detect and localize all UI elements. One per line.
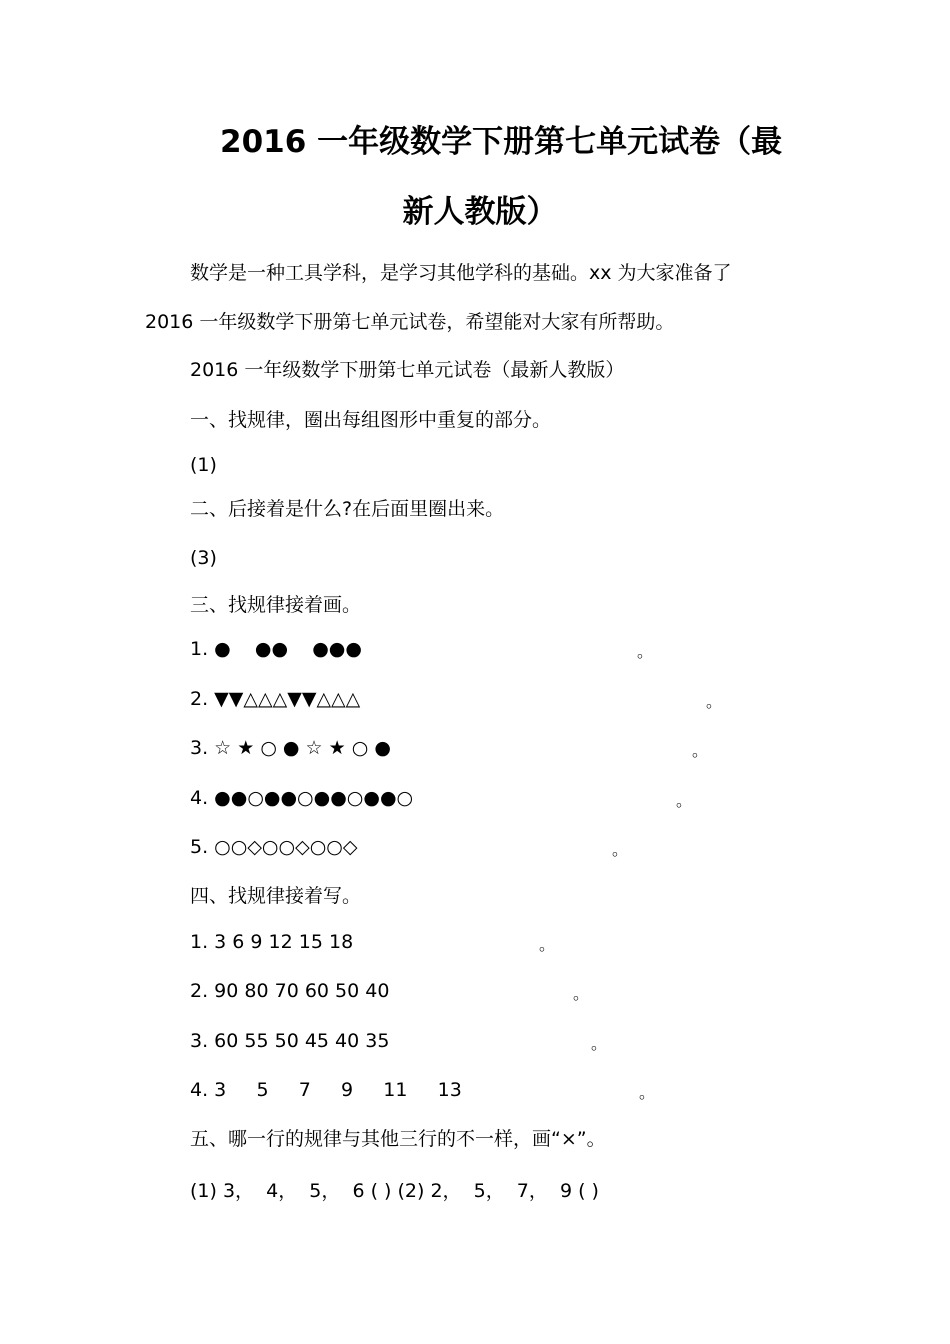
section-4-item-1-end: 。	[539, 935, 556, 954]
section-3-item-5-end: 。	[612, 840, 629, 859]
section-4-item-4-end: 。	[639, 1083, 656, 1102]
intro-paragraph-line-2: 2016 一年级数学下册第七单元试卷，希望能对大家有所帮助。	[145, 311, 675, 333]
section-4-item-3: 3. 60 55 50 45 40 35	[190, 1030, 390, 1052]
section-4-heading: 四、找规律接着写。	[190, 885, 362, 907]
document-title-line-2: 新人教版）	[402, 194, 558, 230]
section-3-item-3: 3. ☆ ★ ○ ● ☆ ★ ○ ●	[190, 737, 391, 759]
section-1-item: (1)	[190, 454, 217, 476]
section-4-item-2-end: 。	[573, 984, 590, 1003]
document-title-line-1: 2016 一年级数学下册第七单元试卷（最	[220, 124, 783, 160]
section-5-item: (1) 3， 4， 5， 6 ( ) (2) 2， 5， 7， 9 ( )	[190, 1180, 599, 1202]
section-4-item-3-end: 。	[591, 1034, 608, 1053]
section-3-item-2-end: 。	[706, 692, 723, 711]
section-3-item-4-end: 。	[676, 791, 693, 810]
section-3-item-1-end: 。	[637, 642, 654, 661]
section-3-item-4: 4. ●●○●●○●●○●●○	[190, 787, 414, 809]
section-4-item-2: 2. 90 80 70 60 50 40	[190, 980, 390, 1002]
section-3-item-5: 5. ○○◇○○◇○○◇	[190, 836, 358, 858]
section-3-item-1: 1. ● ●● ●●●	[190, 638, 362, 660]
section-4-item-4: 4. 3 5 7 9 11 13	[190, 1079, 462, 1101]
section-2-heading: 二、后接着是什么?在后面里圈出来。	[190, 498, 505, 520]
section-3-item-3-end: 。	[692, 741, 709, 760]
intro-paragraph-line-1: 数学是一种工具学科，是学习其他学科的基础。xx 为大家准备了	[190, 262, 732, 284]
section-3-heading: 三、找规律接着画。	[190, 594, 362, 616]
section-1-heading: 一、找规律，圈出每组图形中重复的部分。	[190, 409, 552, 431]
section-5-heading: 五、哪一行的规律与其他三行的不一样，画“×”。	[190, 1128, 606, 1150]
section-3-item-2: 2. ▼▼△△△▼▼△△△	[190, 688, 361, 710]
subtitle: 2016 一年级数学下册第七单元试卷（最新人教版）	[190, 359, 625, 381]
section-4-item-1: 1. 3 6 9 12 15 18	[190, 931, 354, 953]
section-2-item: (3)	[190, 547, 217, 569]
